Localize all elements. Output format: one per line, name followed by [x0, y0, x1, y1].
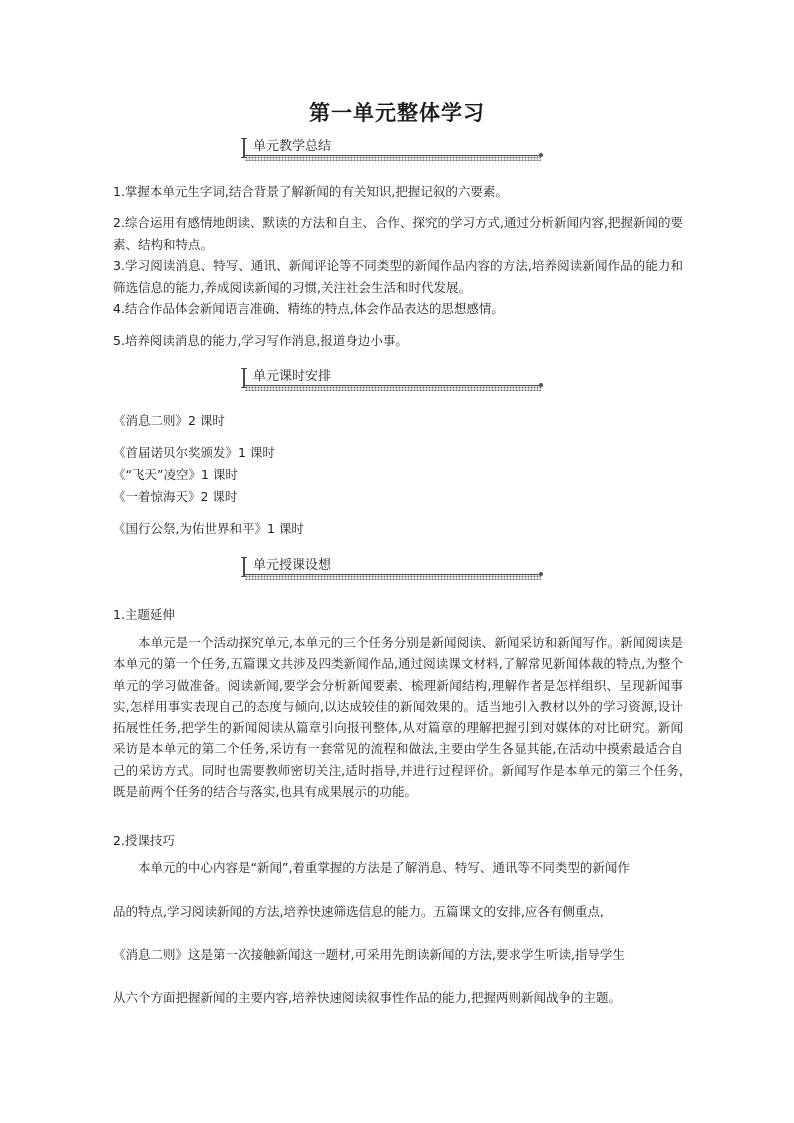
summary-item-1: 1.掌握本单元生字词,结合背景了解新闻的有关知识,把握记叙的六要素。 — [113, 184, 508, 199]
section-header-design — [243, 557, 541, 579]
section-header-summary — [243, 138, 541, 160]
design-line-1: 本单元的中心内容是“新闻”,着重掌握的方法是了解消息、特写、通讯等不同类型的新闻作 — [138, 860, 630, 875]
summary-item-5: 5.培养阅读消息的能力,学习写作消息,报道身边小事。 — [113, 333, 408, 348]
section-heading-design: 单元授课设想 — [253, 558, 332, 573]
section-heading-schedule: 单元课时安排 — [253, 369, 332, 384]
dotted-rule — [245, 574, 541, 580]
summary-item-2: 2.综合运用有感情地朗读、默读的方法和自主、合作、探究的学习方式,通过分析新闻内容,把握新闻的要素、结构和特点。 — [113, 215, 683, 252]
design-subtitle-1: 1.主题延伸 — [113, 607, 175, 622]
design-line-4: 从六个方面把握新闻的主要内容,培养快速阅读叙事性作品的能力,把握两则新闻战争的主题。 — [113, 990, 621, 1005]
schedule-item-5: 《国行公祭,为佑世界和平》1 课时 — [113, 521, 304, 536]
section-header-schedule — [243, 368, 541, 390]
design-paragraph-1: 本单元是一个活动探究单元,本单元的三个任务分别是新闻阅读、新闻采访和新闻写作。新闻阅读是本单元的第一个任务,五篇课文共涉及四类新闻作品,通过阅读课文材料,了解常见新闻体裁的特点,为整个单元的学习做准备。阅读新闻,要学会分析新闻要素、梳理新闻结构,理解作者是怎样组织、呈现新闻事实,怎样用事实表现自己的态度与倾向,以达成较佳的新闻效果的。适当地引入教材以外的学习资源,设计拓展性任务,把学生的新闻阅读从篇章引向报刊整体,从对篇章的理解把握引到对媒体的对比研究。新闻采访是本单元的第二个任务,采访有一套常见的流程和做法,主要由学生各显其能,在活动中摸索最适合自己的采访方式。同时也需要教师密切关注,适时指导,并进行过程评价。新闻写作是本单元的第三个任务,既是前两个任务的结合与落实,也具有成果展示的功能。 — [113, 635, 683, 800]
schedule-item-2: 《首届诺贝尔奖颁发》1 课时 — [113, 445, 275, 460]
page-title: 第一单元整体学习 — [309, 101, 485, 125]
design-line-2: 品的特点,学习阅读新闻的方法,培养快速筛选信息的能力。五篇课文的安排,应各有侧重点, — [113, 904, 604, 919]
schedule-item-1: 《消息二则》2 课时 — [113, 413, 225, 428]
section-heading-summary: 单元教学总结 — [253, 139, 332, 154]
summary-item-4: 4.结合作品体会新闻语言准确、精练的特点,体会作品表达的思想感情。 — [113, 301, 504, 316]
dotted-rule — [245, 155, 541, 161]
design-subtitle-2: 2.授课技巧 — [113, 833, 175, 848]
schedule-item-3: 《“飞天”凌空》1 课时 — [113, 467, 238, 482]
summary-item-3: 3.学习阅读消息、特写、通讯、新闻评论等不同类型的新闻作品内容的方法,培养阅读新闻作品的能力和筛选信息的能力,养成阅读新闻的习惯,关注社会生活和时代发展。 — [113, 258, 683, 295]
schedule-item-4: 《一着惊海天》2 课时 — [113, 489, 238, 504]
design-line-3: 《消息二则》这是第一次接触新闻这一题材,可采用先朗读新闻的方法,要求学生听读,指导学生 — [113, 947, 625, 962]
dotted-rule — [245, 385, 541, 391]
